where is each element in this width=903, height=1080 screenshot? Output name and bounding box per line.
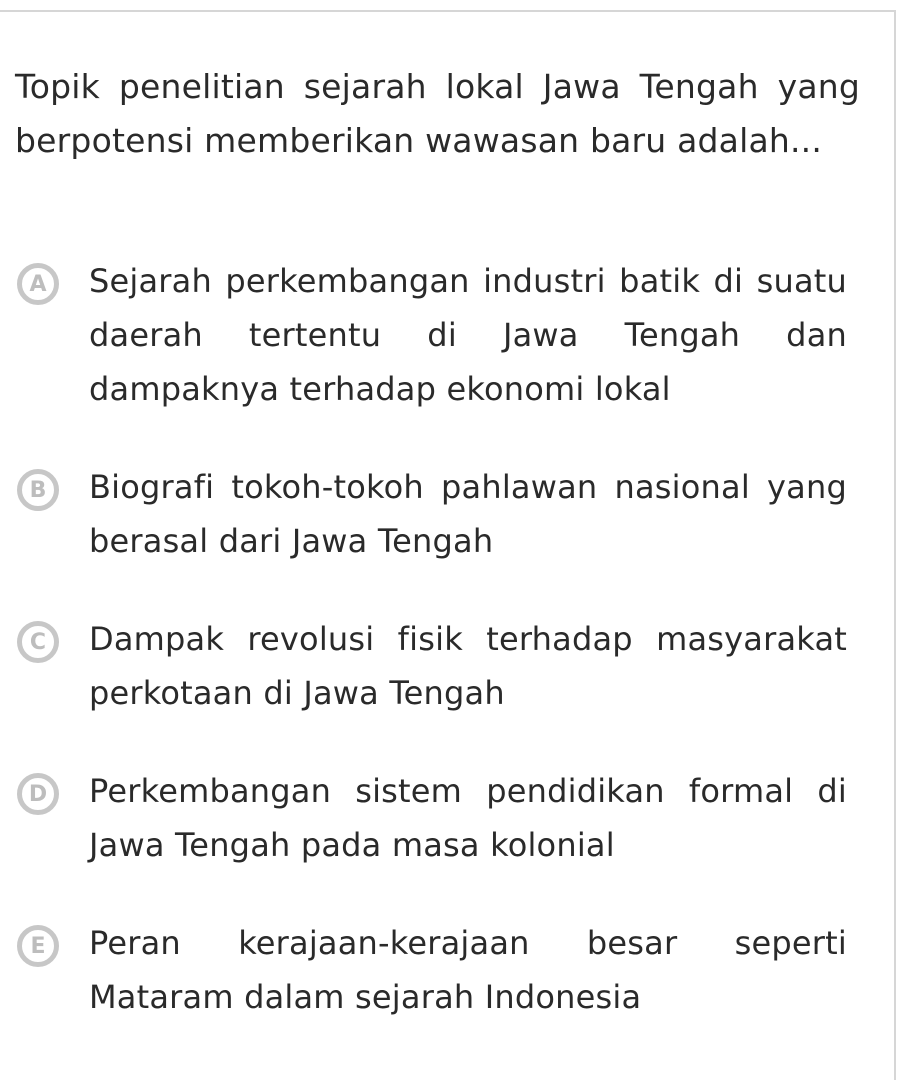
option-b-marker[interactable]: B bbox=[17, 469, 59, 511]
option-a[interactable] bbox=[17, 254, 847, 416]
option-e[interactable] bbox=[17, 916, 847, 1024]
option-d-marker[interactable]: D bbox=[17, 773, 59, 815]
option-c-marker[interactable]: C bbox=[17, 621, 59, 663]
option-a-text[interactable]: Sejarah perkembangan industri batik di suatu daerah tertentu di Jawa Tengah dan dampaknya terhadap ekonomi lokal bbox=[89, 262, 847, 408]
question-text: Topik penelitian sejarah lokal Jawa Tengah yang berpotensi memberikan wawasan baru adalah... bbox=[15, 67, 860, 160]
answer-options bbox=[17, 254, 847, 1068]
option-e-text[interactable]: Peran kerajaan-kerajaan besar seperti Mataram dalam sejarah Indonesia bbox=[89, 924, 847, 1016]
option-e-marker[interactable]: E bbox=[17, 925, 59, 967]
option-b[interactable] bbox=[17, 460, 847, 568]
question-card bbox=[0, 10, 896, 1080]
option-d-text[interactable]: Perkembangan sistem pendidikan formal di Jawa Tengah pada masa kolonial bbox=[89, 772, 847, 864]
option-b-text[interactable]: Biografi tokoh-tokoh pahlawan nasional yang berasal dari Jawa Tengah bbox=[89, 468, 847, 560]
option-c[interactable] bbox=[17, 612, 847, 720]
option-a-marker[interactable]: A bbox=[17, 263, 59, 305]
option-c-text[interactable]: Dampak revolusi fisik terhadap masyarakat perkotaan di Jawa Tengah bbox=[89, 620, 847, 712]
option-d[interactable] bbox=[17, 764, 847, 872]
